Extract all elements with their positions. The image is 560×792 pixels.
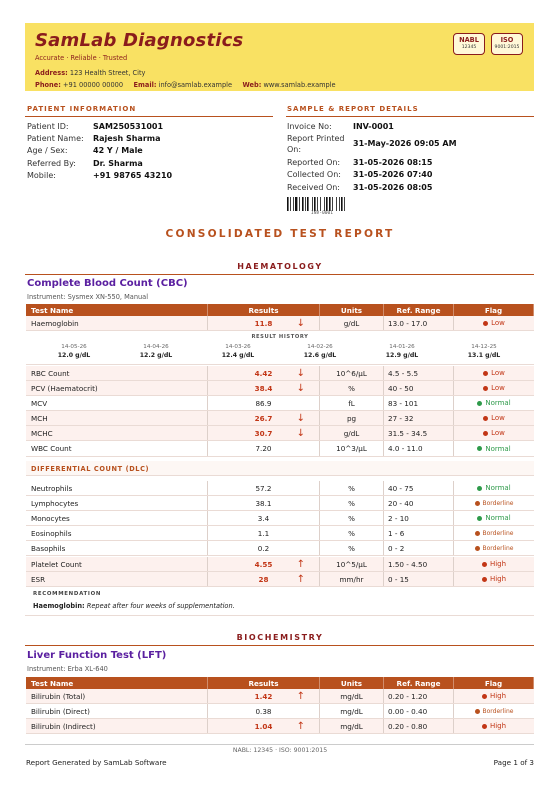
reported-value: 31-05-2026 08:15 (353, 158, 433, 168)
result-cell (208, 496, 320, 510)
flag-cell (454, 689, 534, 703)
ref-range: 0.20 - 1.20 (384, 689, 454, 703)
recommendation-title: RECOMMENDATION (33, 591, 102, 597)
status-badge (482, 575, 506, 583)
ref-range: 13.0 - 17.0 (384, 316, 454, 330)
header-test-name: Test Name (26, 304, 208, 316)
patient-field-value: 42 Y / Male (93, 146, 143, 156)
table-header (26, 677, 534, 689)
header-test-name: Test Name (26, 677, 208, 689)
test-name: MCV (26, 396, 208, 410)
ref-range: 4.0 - 11.0 (384, 441, 454, 455)
result-value: 4.55 (254, 559, 273, 569)
status-dot-icon (475, 501, 480, 506)
history-entry (454, 344, 514, 359)
flag-label: Low (491, 319, 505, 328)
test-name: RBC Count (26, 366, 208, 380)
status-badge (483, 384, 505, 392)
unit: % (320, 511, 384, 525)
biochemistry-divider (25, 645, 534, 646)
cbc-panel-title: Complete Blood Count (CBC) (27, 278, 188, 289)
arrow-up-icon: ↑ (296, 558, 305, 570)
result-value: 7.20 (255, 444, 272, 454)
received-value: 31-05-2026 08:05 (353, 182, 433, 192)
phone-value: +91 00000 00000 (62, 81, 124, 89)
footer-page-number: Page 1 of 3 (493, 758, 534, 767)
status-badge (482, 692, 506, 700)
unit: 10^6/µL (320, 366, 384, 380)
status-badge (477, 445, 510, 453)
patient-section-title: PATIENT INFORMATION (27, 105, 137, 113)
arrow-down-icon: ↓ (296, 317, 305, 329)
flag-label: Normal (485, 444, 511, 453)
history-value: 12.4 g/dL (221, 352, 255, 359)
result-history (26, 332, 534, 365)
table-row (26, 557, 534, 572)
test-name: Lymphocytes (26, 496, 208, 510)
status-dot-icon (482, 562, 487, 567)
lab-name: SamLab Diagnostics (35, 30, 244, 51)
arrow-up-icon: ↑ (296, 573, 305, 585)
table-row (26, 541, 534, 556)
ref-range: 2 - 10 (384, 511, 454, 525)
footer-accreditation: NABL: 12345 · ISO: 9001:2015 (232, 747, 328, 754)
patient-field-value: +91 98765 43210 (93, 170, 173, 180)
lft-instrument: Instrument: Erba XL-640 (27, 665, 108, 673)
table-row (26, 426, 534, 441)
ref-range: 31.5 - 34.5 (384, 426, 454, 440)
result-value: 11.8 (254, 318, 273, 328)
collected-label: Collected On: (287, 170, 341, 180)
ref-range: 0.20 - 0.80 (384, 719, 454, 733)
history-date: 14-12-25 (471, 344, 497, 350)
unit: pg (320, 411, 384, 425)
unit: g/dL (320, 426, 384, 440)
lft-table (26, 677, 534, 734)
result-value: 30.7 (254, 428, 273, 438)
web-value: www.samlab.example (263, 81, 336, 89)
table-row (26, 411, 534, 426)
email-label: Email: (133, 81, 157, 89)
haematology-divider (25, 274, 534, 275)
test-name: Monocytes (26, 511, 208, 525)
result-value: 38.1 (255, 498, 272, 508)
invoice-label: Invoice No: (287, 122, 332, 131)
status-badge (475, 500, 514, 507)
lab-contact (35, 81, 336, 89)
nabl-badge-title: NABL (459, 36, 479, 44)
cbc-instrument: Instrument: Sysmex XN-550, Manual (27, 293, 149, 301)
flag-cell (454, 511, 534, 525)
table-row (26, 481, 534, 496)
unit: mg/dL (320, 719, 384, 733)
arrow-down-icon: ↓ (296, 412, 305, 424)
history-value: 12.0 g/dL (57, 352, 91, 359)
patient-field-label: Referred By: (27, 158, 76, 168)
flag-cell (454, 719, 534, 733)
report-title: CONSOLIDATED TEST REPORT (165, 228, 395, 240)
arrow-up-icon: ↑ (296, 720, 305, 732)
sample-section-title: SAMPLE & REPORT DETAILS (287, 105, 419, 113)
status-badge (475, 545, 514, 552)
table-row (26, 441, 534, 456)
result-cell (208, 557, 320, 571)
invoice-value: INV-0001 (353, 122, 394, 131)
result-cell (208, 689, 320, 703)
lab-header (25, 23, 534, 91)
nabl-badge (453, 33, 485, 55)
flag-label: High (489, 560, 507, 569)
test-name: MCHC (26, 426, 208, 440)
flag-cell (454, 411, 534, 425)
status-badge (475, 708, 514, 715)
arrow-up-icon: ↑ (296, 690, 305, 702)
ref-range: 1.50 - 4.50 (384, 557, 454, 571)
arrow-down-icon: ↓ (296, 427, 305, 439)
flag-label: Low (491, 429, 505, 438)
recommendation-subject: Haemoglobin: (33, 602, 85, 610)
flag-cell (454, 541, 534, 555)
history-date: 14-01-26 (389, 344, 415, 350)
result-cell (208, 481, 320, 495)
header-flag: Flag (454, 304, 534, 316)
result-value: 26.7 (254, 413, 273, 423)
flag-label: Borderline (482, 499, 514, 507)
invoice-barcode (287, 197, 357, 211)
status-dot-icon (477, 516, 482, 521)
status-dot-icon (475, 546, 480, 551)
flag-cell (454, 557, 534, 571)
table-row (26, 496, 534, 511)
patient-field-label: Patient ID: (27, 122, 69, 131)
status-badge (482, 560, 506, 568)
patient-field-value: SAM250531001 (93, 122, 164, 131)
history-entry (372, 344, 432, 359)
result-value: 3.4 (257, 513, 270, 523)
web-label: Web: (242, 81, 262, 89)
status-dot-icon (483, 371, 488, 376)
result-cell (208, 366, 320, 380)
cbc-tail-rows (26, 557, 534, 587)
test-name: Neutrophils (26, 481, 208, 495)
phone-label: Phone: (35, 81, 61, 89)
ref-range: 4.5 - 5.5 (384, 366, 454, 380)
ref-range: 27 - 32 (384, 411, 454, 425)
status-dot-icon (477, 401, 482, 406)
result-value: 4.42 (254, 368, 273, 378)
status-dot-icon (483, 386, 488, 391)
flag-cell (454, 396, 534, 410)
result-cell (208, 541, 320, 555)
category-haematology: HAEMATOLOGY (237, 262, 323, 271)
table-row (26, 381, 534, 396)
unit: mm/hr (320, 572, 384, 586)
ref-range: 1 - 6 (384, 526, 454, 540)
flag-cell (454, 381, 534, 395)
footer-divider (25, 744, 534, 745)
reported-label: Reported On: (287, 158, 341, 168)
lft-panel-title: Liver Function Test (LFT) (27, 650, 167, 661)
result-cell (208, 381, 320, 395)
flag-label: High (489, 692, 507, 701)
test-name: Bilirubin (Direct) (26, 704, 208, 718)
recommendation-box (26, 587, 534, 615)
iso-badge-title: ISO (500, 36, 514, 44)
patient-section-divider (25, 116, 273, 117)
test-name: WBC Count (26, 441, 208, 455)
history-value: 12.6 g/dL (303, 352, 337, 359)
header-ref-range: Ref. Range (384, 677, 454, 689)
history-date: 14-04-26 (143, 344, 169, 350)
ref-range: 40 - 75 (384, 481, 454, 495)
flag-label: Normal (485, 484, 511, 493)
test-name: Basophils (26, 541, 208, 555)
header-ref-range: Ref. Range (384, 304, 454, 316)
status-dot-icon (482, 577, 487, 582)
status-badge (483, 319, 505, 327)
table-header (26, 304, 534, 316)
test-name: Bilirubin (Total) (26, 689, 208, 703)
result-value: 28 (258, 574, 269, 584)
unit: g/dL (320, 316, 384, 330)
status-badge (477, 399, 510, 407)
status-dot-icon (475, 531, 480, 536)
flag-label: Borderline (482, 544, 514, 552)
nabl-badge-number: 12345 (461, 45, 477, 50)
result-value: 1.04 (254, 721, 273, 731)
status-dot-icon (483, 431, 488, 436)
flag-label: Low (491, 369, 505, 378)
header-results: Results (208, 677, 320, 689)
barcode-caption: INV-0001 (310, 211, 334, 216)
history-date: 14-05-26 (61, 344, 87, 350)
arrow-down-icon: ↓ (296, 382, 305, 394)
cbc-table (26, 304, 534, 331)
status-dot-icon (483, 416, 488, 421)
iso-badge-number: 9001:2015 (494, 45, 520, 50)
history-entry (290, 344, 350, 359)
history-value: 12.9 g/dL (385, 352, 419, 359)
table-row (26, 316, 534, 331)
recommendation-text: Repeat after four weeks of supplementation. (86, 602, 235, 610)
table-row (26, 689, 534, 704)
ref-range: 40 - 50 (384, 381, 454, 395)
status-badge (477, 484, 510, 492)
recommendation-body (33, 602, 235, 610)
header-units: Units (320, 677, 384, 689)
status-dot-icon (477, 486, 482, 491)
flag-cell (454, 316, 534, 330)
result-cell (208, 719, 320, 733)
email-value: info@samlab.example (158, 81, 233, 89)
table-row (26, 572, 534, 587)
patient-field-label: Age / Sex: (27, 146, 68, 156)
unit: 10^5/µL (320, 557, 384, 571)
address-value: 123 Health Street, City (69, 69, 146, 77)
status-dot-icon (477, 446, 482, 451)
result-cell (208, 511, 320, 525)
result-cell (208, 411, 320, 425)
flag-label: Borderline (482, 529, 514, 537)
result-value: 1.42 (254, 691, 273, 701)
address-label: Address: (35, 69, 68, 77)
ref-range: 0 - 2 (384, 541, 454, 555)
lab-address (35, 69, 145, 77)
footer-generated-by: Report Generated by SamLab Software (26, 758, 167, 767)
header-units: Units (320, 304, 384, 316)
patient-field-label: Mobile: (27, 170, 56, 180)
history-value: 13.1 g/dL (467, 352, 501, 359)
ref-range: 20 - 40 (384, 496, 454, 510)
flag-cell (454, 704, 534, 718)
history-entry (208, 344, 268, 359)
table-row (26, 511, 534, 526)
sample-section-divider (286, 116, 534, 117)
ref-range: 0 - 15 (384, 572, 454, 586)
received-label: Received On: (287, 182, 341, 192)
status-badge (483, 429, 505, 437)
unit: % (320, 526, 384, 540)
unit: mg/dL (320, 689, 384, 703)
sample-info (287, 121, 457, 194)
category-biochemistry: BIOCHEMISTRY (236, 633, 324, 642)
status-badge (482, 722, 506, 730)
ref-range: 83 - 101 (384, 396, 454, 410)
flag-cell (454, 526, 534, 540)
flag-label: Low (491, 414, 505, 423)
patient-field-value: Rajesh Sharma (93, 134, 161, 144)
unit: 10^3/µL (320, 441, 384, 455)
table-row (26, 526, 534, 541)
arrow-down-icon: ↓ (296, 367, 305, 379)
flag-label: Borderline (482, 707, 514, 715)
table-row (26, 719, 534, 734)
unit: mg/dL (320, 704, 384, 718)
printed-label: Report Printed On: (287, 134, 345, 155)
status-dot-icon (482, 694, 487, 699)
result-value: 0.2 (257, 543, 270, 553)
patient-field-label: Patient Name: (27, 134, 84, 144)
result-cell (208, 704, 320, 718)
unit: % (320, 541, 384, 555)
cbc-rows (26, 366, 534, 457)
flag-label: Normal (485, 514, 511, 523)
result-value: 1.1 (257, 528, 270, 538)
flag-label: Low (491, 384, 505, 393)
result-value: 86.9 (255, 398, 272, 408)
status-badge (475, 530, 514, 537)
table-row (26, 396, 534, 411)
result-cell (208, 396, 320, 410)
history-date: 14-03-26 (225, 344, 251, 350)
history-entry (126, 344, 186, 359)
dlc-title: DIFFERENTIAL COUNT (DLC) (31, 465, 150, 473)
header-results: Results (208, 304, 320, 316)
header-flag: Flag (454, 677, 534, 689)
test-name: MCH (26, 411, 208, 425)
test-name: Eosinophils (26, 526, 208, 540)
flag-cell (454, 426, 534, 440)
flag-label: High (489, 575, 507, 584)
test-name: PCV (Haematocrit) (26, 381, 208, 395)
result-value: 57.2 (255, 483, 272, 493)
result-cell (208, 426, 320, 440)
flag-cell (454, 366, 534, 380)
unit: % (320, 481, 384, 495)
status-badge (483, 369, 505, 377)
dlc-subheader (26, 461, 534, 476)
test-name: Platelet Count (26, 557, 208, 571)
result-cell (208, 316, 320, 330)
lab-tagline: Accurate · Reliable · Trusted (35, 54, 128, 62)
status-dot-icon (483, 321, 488, 326)
patient-info (27, 121, 172, 182)
unit: fL (320, 396, 384, 410)
result-cell (208, 526, 320, 540)
test-name: ESR (26, 572, 208, 586)
result-cell (208, 572, 320, 586)
patient-field-value: Dr. Sharma (93, 158, 143, 168)
status-dot-icon (482, 724, 487, 729)
flag-cell (454, 496, 534, 510)
history-entry (44, 344, 104, 359)
flag-cell (454, 481, 534, 495)
flag-label: Normal (485, 399, 511, 408)
unit: % (320, 496, 384, 510)
printed-value: 31-May-2026 09:05 AM (353, 139, 457, 149)
test-name: Bilirubin (Indirect) (26, 719, 208, 733)
status-badge (483, 414, 505, 422)
ref-range: 0.00 - 0.40 (384, 704, 454, 718)
history-date: 14-02-26 (307, 344, 333, 350)
flag-cell (454, 572, 534, 586)
result-history-title: RESULT HISTORY (251, 334, 309, 340)
result-value: 38.4 (254, 383, 273, 393)
collected-value: 31-05-2026 07:40 (353, 170, 433, 180)
history-value: 12.2 g/dL (139, 352, 173, 359)
flag-label: High (489, 722, 507, 731)
table-row (26, 366, 534, 381)
result-cell (208, 441, 320, 455)
unit: % (320, 381, 384, 395)
result-value: 0.38 (255, 706, 272, 716)
dlc-rows (26, 481, 534, 556)
iso-badge (491, 33, 523, 55)
recommendation-divider (25, 615, 534, 616)
status-dot-icon (475, 709, 480, 714)
table-row (26, 704, 534, 719)
test-name: Haemoglobin (26, 316, 208, 330)
flag-cell (454, 441, 534, 455)
status-badge (477, 514, 510, 522)
